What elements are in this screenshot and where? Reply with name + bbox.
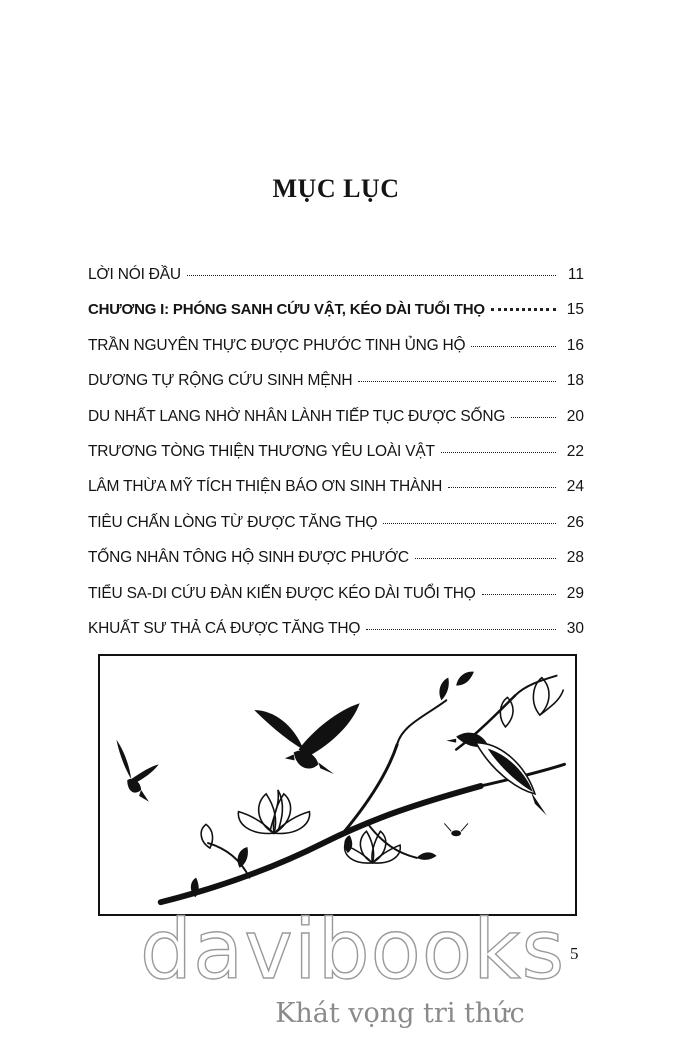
watermark-tagline: Khát vọng tri thức xyxy=(275,998,525,1029)
toc-entry-title: DU NHẤT LANG NHỜ NHÂN LÀNH TIẾP TỤC ĐƯỢC SỐNG xyxy=(88,407,506,425)
toc-entry-page: 11 xyxy=(567,266,584,283)
toc-entry-title: KHUẤT SƯ THẢ CÁ ĐƯỢC TĂNG THỌ xyxy=(88,619,361,637)
leaf xyxy=(238,847,248,868)
toc-entry xyxy=(88,620,584,655)
toc-entry xyxy=(88,266,584,301)
watermark-logo: davibooks xyxy=(140,903,566,998)
leaf xyxy=(417,852,437,859)
toc-entry xyxy=(88,301,584,336)
toc-entry xyxy=(88,337,584,372)
toc-entry-title: TIÊU CHẤN LÒNG TỪ ĐƯỢC TĂNG THỌ xyxy=(88,513,378,531)
insect xyxy=(444,823,468,836)
toc-dot-leader xyxy=(366,629,556,630)
leaf xyxy=(456,672,474,686)
toc-entry xyxy=(88,549,584,584)
toc-dot-leader xyxy=(482,594,556,595)
toc-entry-title: TIỂU SA-DI CỨU ĐÀN KIẾN ĐƯỢC KÉO DÀI TUỔI THỌ xyxy=(88,584,476,602)
toc-dot-leader xyxy=(441,452,556,453)
toc-entry-page: 20 xyxy=(566,407,584,425)
toc-entry xyxy=(88,372,584,407)
toc-entry-page: 16 xyxy=(566,336,584,354)
toc-dot-leader xyxy=(491,308,556,311)
toc-entry-title: TỐNG NHÂN TÔNG HỘ SINH ĐƯỢC PHƯỚC xyxy=(88,549,409,567)
magnolia-flower xyxy=(238,790,309,834)
toc-entry-page: 24 xyxy=(566,478,584,496)
toc-entry xyxy=(88,478,584,513)
toc-entry xyxy=(88,408,584,443)
toc-entry xyxy=(88,585,584,620)
toc-entry-page: 30 xyxy=(566,619,584,637)
toc-dot-leader xyxy=(358,381,556,382)
toc-dot-leader xyxy=(415,558,556,559)
toc-entry-title: CHƯƠNG I: PHÓNG SANH CỨU VẬT, KÉO DÀI TUỔI THỌ xyxy=(88,301,485,319)
branch xyxy=(397,700,446,744)
toc-dot-leader xyxy=(471,346,556,347)
toc-dot-leader xyxy=(383,523,556,524)
toc-entry xyxy=(88,514,584,549)
toc-dot-leader xyxy=(448,487,556,488)
page-title: MỤC LỤC xyxy=(272,174,400,203)
page-number: 5 xyxy=(570,944,579,963)
toc-dot-leader xyxy=(511,417,556,418)
ink-illustration-frame xyxy=(98,654,577,916)
toc-entry-title: DƯƠNG TỰ RỘNG CỨU SINH MỆNH xyxy=(88,372,353,390)
toc-entry-page: 22 xyxy=(566,442,584,460)
toc-entry-page: 18 xyxy=(566,372,584,390)
toc-entry-page: 15 xyxy=(566,301,584,319)
toc-entry-page: 29 xyxy=(566,584,584,602)
toc-entry-page: 28 xyxy=(566,549,584,567)
toc-entry-title: LỜI NÓI ĐẦU xyxy=(88,266,181,283)
toc-dot-leader xyxy=(187,275,556,276)
magnolia-bud xyxy=(533,678,563,715)
toc-entry-title: TRƯƠNG TÒNG THIỆN THƯƠNG YÊU LOÀI VẬT xyxy=(88,442,435,460)
leaf xyxy=(439,678,448,701)
flying-bird-left xyxy=(116,740,158,802)
magnolia-bud xyxy=(201,824,212,848)
toc-entry-title: TRẦN NGUYÊN THỰC ĐƯỢC PHƯỚC TINH ỦNG HỘ xyxy=(88,336,466,354)
magnolia-bud xyxy=(500,697,513,727)
toc-entry xyxy=(88,443,584,478)
birds-and-magnolia-illustration xyxy=(100,656,575,914)
toc-entry-title: LÂM THỪA MỸ TÍCH THIỆN BÁO ƠN SINH THÀNH xyxy=(88,478,443,496)
flying-bird-center xyxy=(254,703,359,774)
toc-entry-page: 26 xyxy=(566,513,584,531)
table-of-contents xyxy=(88,266,584,655)
